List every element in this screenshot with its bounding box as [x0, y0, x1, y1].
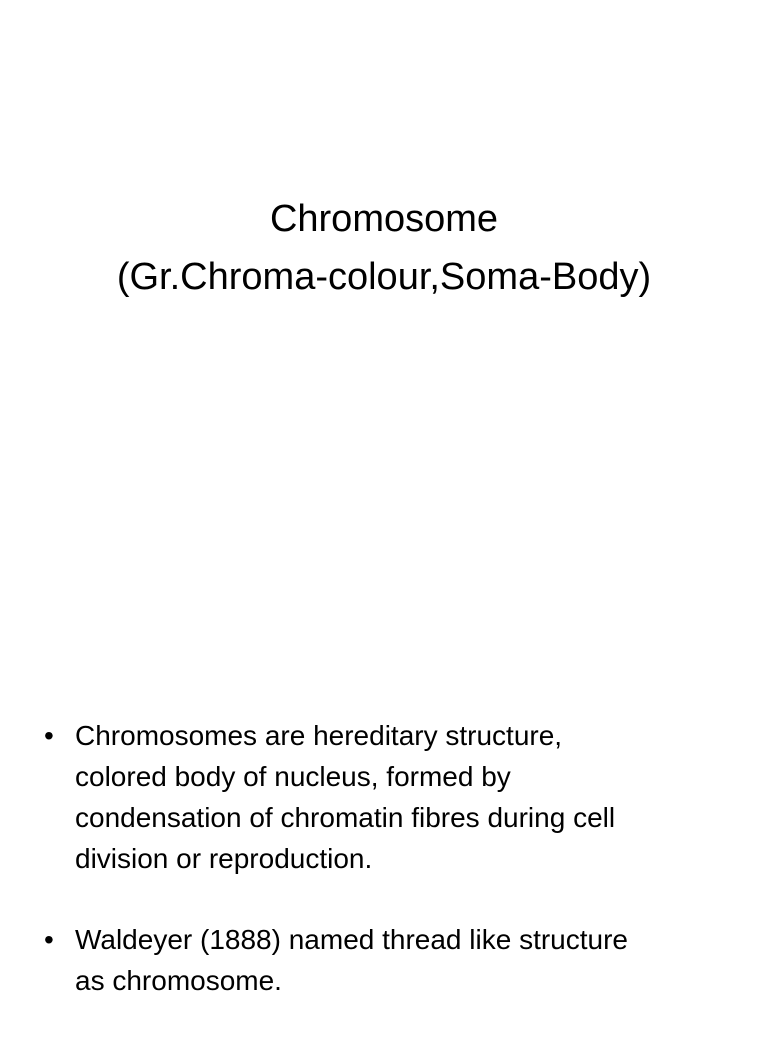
bullet-list	[44, 715, 734, 1041]
bullet-2-line-2: as chromosome.	[75, 965, 282, 996]
bullet-icon: •	[44, 924, 54, 955]
title-line-2: (Gr.Chroma-colour,Soma-Body)	[116, 256, 652, 298]
title-line-1: Chromosome	[269, 198, 499, 240]
bullet-icon: •	[44, 720, 54, 751]
bullet-1-line-3: condensation of chromatin fibres during cell	[75, 802, 616, 833]
bullet-1-line-4: division or reproduction.	[75, 843, 373, 874]
bullet-item-waldeyer	[44, 919, 734, 1001]
bullet-2-line-1: Waldeyer (1888) named thread like structure	[75, 924, 628, 955]
bullet-1-line-1: Chromosomes are hereditary structure,	[75, 720, 563, 751]
bullet-item-chromosome-definition	[44, 715, 734, 879]
slide-title	[0, 190, 768, 306]
bullet-1-line-2: colored body of nucleus, formed by	[75, 761, 511, 792]
